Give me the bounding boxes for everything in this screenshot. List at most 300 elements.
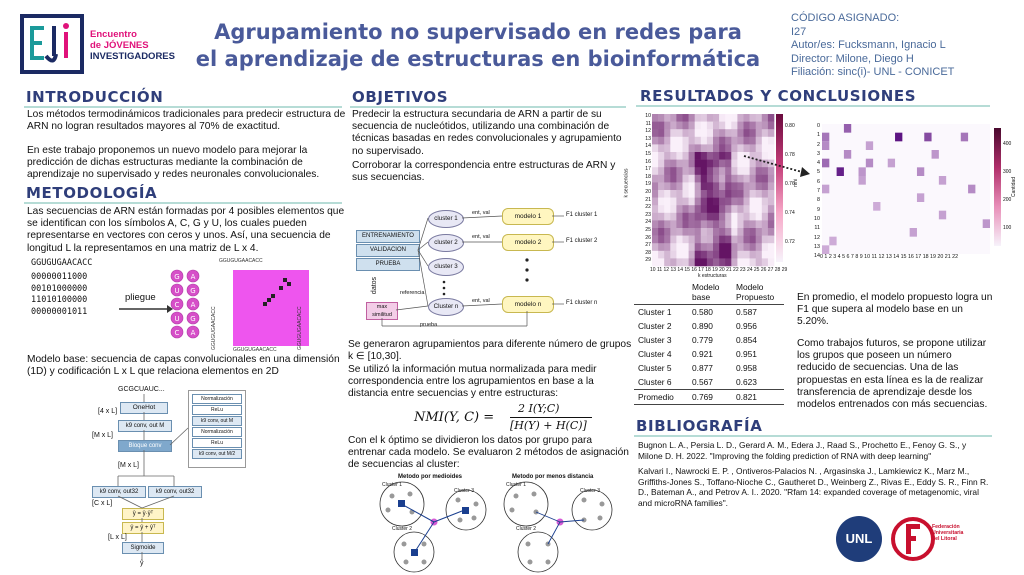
heatmap-cell (713, 220, 719, 228)
svg-text:C: C (174, 329, 180, 337)
heatmap-cell (701, 213, 707, 221)
heatmap-cell (756, 190, 762, 198)
heatmap-cell (725, 205, 731, 213)
heatmap-cell (725, 220, 731, 228)
heatmap-cell (652, 205, 658, 213)
heatmap-cell (822, 141, 829, 150)
heatmap-cell (676, 160, 682, 168)
heatmap-cell (719, 122, 725, 130)
intro-title: INTRODUCCIÓN (26, 88, 164, 106)
max-similitud-box: max similitud (366, 302, 398, 320)
heatmap-cell (768, 137, 774, 145)
heatmap-cell (719, 258, 725, 266)
heatmap-cell (707, 243, 713, 251)
affiliation: Filiación: sinc(i)- UNL - CONICET (791, 66, 955, 78)
heatmap-cell (731, 167, 737, 175)
heatmap-cell (683, 220, 689, 228)
heatmap-cell (750, 258, 756, 266)
objetivos-title: OBJETIVOS (352, 88, 449, 106)
heatmap-cell (695, 129, 701, 137)
heatmap-cell (689, 213, 695, 221)
heatmap-cell (652, 114, 658, 122)
heatmap-cell (713, 114, 719, 122)
heatmap-cell (768, 243, 774, 251)
heatmap-cell (676, 167, 682, 175)
heatmap-cell (701, 144, 707, 152)
heatmap-cell (744, 137, 750, 145)
heatmap-cell (658, 205, 664, 213)
svg-text:G: G (190, 315, 196, 323)
heatmap-cell (695, 114, 701, 122)
heatmap-cell (658, 198, 664, 206)
heatmap-cell (731, 122, 737, 130)
heatmap-cell (719, 205, 725, 213)
heatmap-cell (756, 129, 762, 137)
intro-p2: En este trabajo proponemos un nuevo modelo para mejorar la predicción de dichas estructuras mediante la combinación de aprendizaje no supervisado y redes neuronales convolucionales. (27, 145, 320, 181)
heatmap-cell (762, 228, 768, 236)
heatmap-cell (707, 182, 713, 190)
heatmap-cell (683, 182, 689, 190)
heatmap-cell (731, 129, 737, 137)
heatmap-cell (719, 190, 725, 198)
heatmap-count: 0 1 2 3 4 5 6 7 8 9 10 11 12 13 14 0 1 2 3 4 5 6 7 8 9 10 11 12 13 14 15 16 17 18 19 20 21 22 400 300 200 100 Cantidad (814, 123, 1018, 260)
heatmap-cell (707, 160, 713, 168)
heatmap-cell (658, 236, 664, 244)
heatmap-cell (756, 251, 762, 259)
results-table (634, 280, 784, 405)
heatmap-cell (731, 258, 737, 266)
heatmap-cell (652, 144, 658, 152)
heatmap-cell (762, 251, 768, 259)
heatmap-cell (652, 198, 658, 206)
heatmap-cell (719, 129, 725, 137)
eq1-box: ŷ = ŷ·ŷᵀ (122, 508, 164, 520)
table-row: Cluster 6 0.567 0.623 (638, 377, 757, 387)
heatmap-cell (713, 213, 719, 221)
heatmap-cell (658, 160, 664, 168)
code-value: I27 (791, 25, 807, 38)
heatmap-cell (744, 129, 750, 137)
heatmap-cell (756, 228, 762, 236)
heatmap-cell (701, 129, 707, 137)
heatmap-cell (664, 160, 670, 168)
objetivos-p3: Se generaron agrupamientos para diferente número de grupos k ∈ [10,30]. (348, 339, 632, 363)
fuul-logo: Federación Universitaria del Litoral (896, 516, 966, 562)
conclusion-1: En promedio, el modelo propuesto logra un F1 que supera al modelo base en un 5.20%. (797, 292, 993, 328)
heatmap-cell (664, 228, 670, 236)
heatmap-cell (664, 258, 670, 266)
heatmap-cell (756, 198, 762, 206)
heatmap-cell (983, 219, 990, 228)
heatmap-cell (731, 190, 737, 198)
heatmap-cell (737, 205, 743, 213)
heatmap-cell (829, 237, 836, 246)
heatmap-cell (737, 175, 743, 183)
heatmap-cell (725, 236, 731, 244)
heatmap-cell (750, 114, 756, 122)
heatmap-cell (676, 198, 682, 206)
heatmap-cell (725, 137, 731, 145)
heatmap-cell (737, 220, 743, 228)
heatmap-cell (683, 190, 689, 198)
heatmap-cell (713, 160, 719, 168)
reference-2: Kalvari I., Nawrocki E. P. , Ontiveros-Palacios N. , Argasinska J., Lamkiewicz K., Marz M., Griffiths-Jones S., Toffano-Nioche C., Gautheret D., Weinberg Z., Rivas E., Eddy S. R., Finn R. D., Bateman A., and Petrov A. I.. 2020. "Rfam 14: expanded coverage of metagenomic, viral and microRNA families". (638, 466, 989, 508)
heatmap-cell (731, 251, 737, 259)
heatmap-cell (731, 198, 737, 206)
heatmap-cell (713, 236, 719, 244)
metodologia-p1: Las secuencias de ARN están formadas por 4 posibles elementos que se identifican con los símbolos A, C, G y U, los cuales pueden representarse en vectores con ceros y unos. Así, una secuencia de longitud L la representamos en una matriz de L x 4. (27, 206, 345, 254)
heatmap-cell (652, 251, 658, 259)
heatmap-cell (768, 251, 774, 259)
heatmap-cell (695, 251, 701, 259)
heatmap-cell (756, 122, 762, 130)
heatmap-cell (713, 144, 719, 152)
heatmap-cell (689, 122, 695, 130)
heatmap-cell (961, 133, 968, 142)
svg-text:G: G (174, 273, 180, 281)
svg-text:GGUGUGAACACC: GGUGUGAACACC (219, 258, 263, 264)
heatmap-cell (670, 258, 676, 266)
heatmap-nmi: k secuencias 10 11 12 13 14 15 16 17 18 19 20 21 22 23 24 25 26 27 28 29 10 11 12 13 14 15 16 17 18 19 20 21 22 23 24 25 26 27 28 29 k estructuras 0.80 0.78 0.76 0.74 0.72 nmi (623, 113, 800, 279)
heatmap-cell (683, 243, 689, 251)
heatmap-cell (737, 160, 743, 168)
heatmap-cell (658, 144, 664, 152)
heatmap-cell (658, 137, 664, 145)
heatmap-cell (683, 258, 689, 266)
svg-text:G: G (190, 287, 196, 295)
heatmap-cell (737, 137, 743, 145)
heatmap-cell (750, 236, 756, 244)
heatmap-cell (701, 243, 707, 251)
heatmap-cell (670, 137, 676, 145)
heatmap-cell (737, 167, 743, 175)
heatmap-cell (932, 150, 939, 159)
heatmap-cell (689, 251, 695, 259)
heatmap-cell (664, 205, 670, 213)
heatmap-cell (762, 190, 768, 198)
heatmap-cell (719, 175, 725, 183)
heatmap-cell (701, 114, 707, 122)
heatmap-cell (713, 198, 719, 206)
heatmap-cell (725, 251, 731, 259)
heatmap-cell (695, 205, 701, 213)
heatmap-cell (768, 122, 774, 130)
heatmap-cell (713, 182, 719, 190)
authors: Autor/es: Fucksmann, Ignacio L (791, 39, 946, 51)
heatmap-cell (658, 190, 664, 198)
heatmap-cell (859, 176, 866, 185)
heatmap-cell (664, 190, 670, 198)
heatmap-cell (719, 167, 725, 175)
heatmap-cell (719, 220, 725, 228)
heatmap-cell (676, 175, 682, 183)
heatmap-cell (968, 185, 975, 194)
heatmap-cell (866, 141, 873, 150)
heatmap-cell (664, 167, 670, 175)
heatmap-cell (689, 228, 695, 236)
heatmap-cell (664, 122, 670, 130)
heatmap-cell (707, 144, 713, 152)
heatmap-cell (719, 152, 725, 160)
heatmap-cell (658, 152, 664, 160)
heatmap-cell (701, 182, 707, 190)
svg-text:U: U (174, 287, 180, 295)
heatmap-cell (676, 251, 682, 259)
heatmap-cell (859, 167, 866, 176)
heatmap-cell (670, 190, 676, 198)
seq-label: GGUGUGAACACC (31, 258, 93, 268)
heatmap-cell (756, 213, 762, 221)
reference-1: Bugnon L. A., Persia L. D., Gerard A. M., Edera J., Raad S., Prochetto E., Fenoy G. S., y Milone D. H. 2022. "Improving the folding prediction of RNA with deep learning" (638, 440, 967, 461)
heatmap-cell (695, 122, 701, 130)
heatmap-cell (762, 236, 768, 244)
heatmap-cell (670, 205, 676, 213)
heatmap-cell (737, 228, 743, 236)
heatmap-cell (844, 124, 851, 133)
heatmap-cell (737, 152, 743, 160)
heatmap-cell (683, 144, 689, 152)
heatmap-cell (713, 205, 719, 213)
heatmap-cell (707, 236, 713, 244)
heatmap-cell (701, 167, 707, 175)
heatmap-cell (768, 114, 774, 122)
heatmap-cell (652, 182, 658, 190)
heatmap-cell (695, 220, 701, 228)
conv-a-box: k9 conv, out32 (92, 486, 146, 498)
heatmap-cell (731, 220, 737, 228)
heatmap-cell (713, 258, 719, 266)
heatmap-cell (725, 114, 731, 122)
heatmap-cell (664, 236, 670, 244)
objetivos-p5: Con el k óptimo se dividieron los datos por grupo para entrenar cada modelo. Se evaluaron 2 métodos de asignación de secuencias al cluster: (348, 435, 629, 471)
heatmap-cell (683, 122, 689, 130)
heatmap-cell (725, 152, 731, 160)
heatmap-cell (762, 129, 768, 137)
heatmap-cell (701, 137, 707, 145)
heatmap-cell (762, 114, 768, 122)
heatmap-cell (658, 122, 664, 130)
heatmap-cell (676, 190, 682, 198)
heatmap-cell (701, 160, 707, 168)
heatmap-cell (762, 213, 768, 221)
heatmap-cell (701, 175, 707, 183)
table-header-row: Modelo base Modelo Propuesto (692, 282, 775, 302)
heatmap-cell (744, 114, 750, 122)
heatmap-cell (670, 198, 676, 206)
heatmap-cell (689, 243, 695, 251)
heatmap-cell (719, 182, 725, 190)
eq2-box: ŷ = ŷ + ŷᵀ (122, 522, 164, 534)
heatmap-cell (707, 114, 713, 122)
heatmap-cell (762, 198, 768, 206)
heatmap-cell (768, 220, 774, 228)
heatmap-cell (713, 228, 719, 236)
heatmap-cell (670, 220, 676, 228)
heatmap-cell (756, 114, 762, 122)
heatmap-cell (762, 258, 768, 266)
heatmap-cell (695, 258, 701, 266)
fold-diagram (167, 266, 207, 348)
heatmap-cell (707, 152, 713, 160)
heatmap-cell (750, 251, 756, 259)
heatmap-cell (689, 152, 695, 160)
objetivos-p2: Corroborar la correspondencia entre estructuras de ARN y sus secuencias. (352, 160, 616, 184)
heatmap-cell (713, 251, 719, 259)
heatmap-cell (725, 129, 731, 137)
heatmap-cell (725, 122, 731, 130)
heatmap-cell (695, 144, 701, 152)
heatmap-cell (683, 114, 689, 122)
heatmap-cell (750, 205, 756, 213)
heatmap-cell (658, 251, 664, 259)
heatmap-cell (689, 167, 695, 175)
heatmap-cell (768, 213, 774, 221)
heatmap-cell (939, 211, 946, 220)
heatmap-cell (713, 129, 719, 137)
heatmap-cell (744, 243, 750, 251)
heatmap-cell (731, 213, 737, 221)
heatmap-cell (676, 228, 682, 236)
heatmap-cell (652, 175, 658, 183)
heatmap-cell (750, 137, 756, 145)
table-row: Cluster 4 0.921 0.951 (638, 349, 757, 359)
heatmap-cell (737, 243, 743, 251)
heatmap-cell (664, 198, 670, 206)
heatmap-cell (664, 152, 670, 160)
metodologia-p2: Modelo base: secuencia de capas convolucionales en una dimensión (1D) y codificación L x L que relaciona elementos en 2D (27, 354, 340, 378)
heatmap-cell (701, 198, 707, 206)
table-row: Promedio 0.769 0.821 (634, 390, 784, 405)
heatmap-cell (725, 258, 731, 266)
heatmap-cell (719, 213, 725, 221)
heatmap-cell (695, 236, 701, 244)
heatmap-cell (744, 213, 750, 221)
heatmap-cell (713, 175, 719, 183)
heatmap-cell (756, 258, 762, 266)
heatmap-cell (707, 205, 713, 213)
heatmap-cell (744, 236, 750, 244)
heatmap-cell (695, 190, 701, 198)
heatmap-cell (924, 133, 931, 142)
heatmap-cell (768, 190, 774, 198)
heatmap-cell (652, 152, 658, 160)
heatmap-cell (670, 236, 676, 244)
heatmap-cell (731, 228, 737, 236)
heatmap-cell (676, 137, 682, 145)
heatmap-cell (822, 185, 829, 194)
heatmap-cell (664, 213, 670, 221)
director: Director: Milone, Diego H (791, 52, 914, 65)
heatmap-cell (701, 205, 707, 213)
heatmap-cell (652, 122, 658, 130)
heatmap-cell (725, 190, 731, 198)
heatmap-cell (713, 167, 719, 175)
heatmap-cell (670, 129, 676, 137)
heatmap-cell (725, 182, 731, 190)
heatmap-cell (822, 133, 829, 142)
heatmap-cell (652, 228, 658, 236)
heatmap-cell (652, 236, 658, 244)
heatmap-cell (695, 137, 701, 145)
heatmap-cell (731, 114, 737, 122)
onehot-matrix: 00000011000 00101000000 11010100000 00000001011 (31, 272, 88, 317)
heatmap-cell (707, 175, 713, 183)
heatmap-cell (658, 220, 664, 228)
heatmap-cell (725, 213, 731, 221)
heatmap-cell (713, 137, 719, 145)
metodologia-title: METODOLOGÍA (26, 184, 158, 202)
heatmap-cell (707, 129, 713, 137)
heatmap-cell (737, 251, 743, 259)
table-row: Cluster 5 0.877 0.958 (638, 363, 757, 373)
heatmap-cell (689, 160, 695, 168)
svg-text:GGUGUGAACACC: GGUGUGAACACC (211, 306, 217, 350)
intro-p1: Los métodos termodinámicos tradicionales para predecir estructura de ARN no logran resultados mayores al 70% de exactitud. (27, 109, 346, 133)
heatmap-cell (731, 137, 737, 145)
heatmap-cell (750, 190, 756, 198)
heatmap-cell (719, 251, 725, 259)
heatmap-cell (652, 137, 658, 145)
heatmap-cell (683, 167, 689, 175)
dotted-arrow (744, 150, 810, 180)
heatmap-cell (701, 220, 707, 228)
heatmap-cell (707, 251, 713, 259)
heatmap-cell (652, 190, 658, 198)
heatmap-cell (676, 152, 682, 160)
heatmap-cell (737, 198, 743, 206)
heatmap-cell (670, 122, 676, 130)
heatmap-cell (701, 152, 707, 160)
heatmap-cell (683, 129, 689, 137)
heatmap-cell (731, 236, 737, 244)
heatmap-cell (768, 198, 774, 206)
heatmap-cell (725, 243, 731, 251)
heatmap-cell (676, 258, 682, 266)
heatmap-cell (768, 182, 774, 190)
heatmap-cell (737, 258, 743, 266)
poster-title: Agrupamiento no supervisado en redes para el aprendizaje de estructuras en bioinformática (195, 20, 761, 71)
heatmap-cell (737, 190, 743, 198)
heatmap-cell (844, 150, 851, 159)
heatmap-cell (731, 175, 737, 183)
arrow-icon (119, 304, 173, 314)
heatmap-cell (664, 175, 670, 183)
heatmap-cell (762, 220, 768, 228)
heatmap-cell (939, 176, 946, 185)
heatmap-cell (689, 198, 695, 206)
heatmap-cell (707, 167, 713, 175)
svg-text:GGUGUGAACACC: GGUGUGAACACC (233, 347, 277, 353)
heatmap-cell (750, 243, 756, 251)
svg-text:U: U (174, 315, 180, 323)
heatmap-cell (683, 137, 689, 145)
heatmap-cell (744, 228, 750, 236)
heatmap-cell (670, 228, 676, 236)
heatmap-cell (683, 251, 689, 259)
heatmap-cell (683, 152, 689, 160)
heatmap-cell (707, 190, 713, 198)
heatmap-cell (917, 193, 924, 202)
heatmap-cell (664, 251, 670, 259)
heatmap-cell (768, 129, 774, 137)
seq-illustration (27, 256, 345, 352)
heatmap-cell (689, 205, 695, 213)
resultados-title: RESULTADOS Y CONCLUSIONES (640, 87, 917, 105)
heatmap-cell (707, 198, 713, 206)
heatmap-cell (658, 213, 664, 221)
block-box: Bloque conv (118, 440, 172, 452)
heatmap-cell (744, 258, 750, 266)
